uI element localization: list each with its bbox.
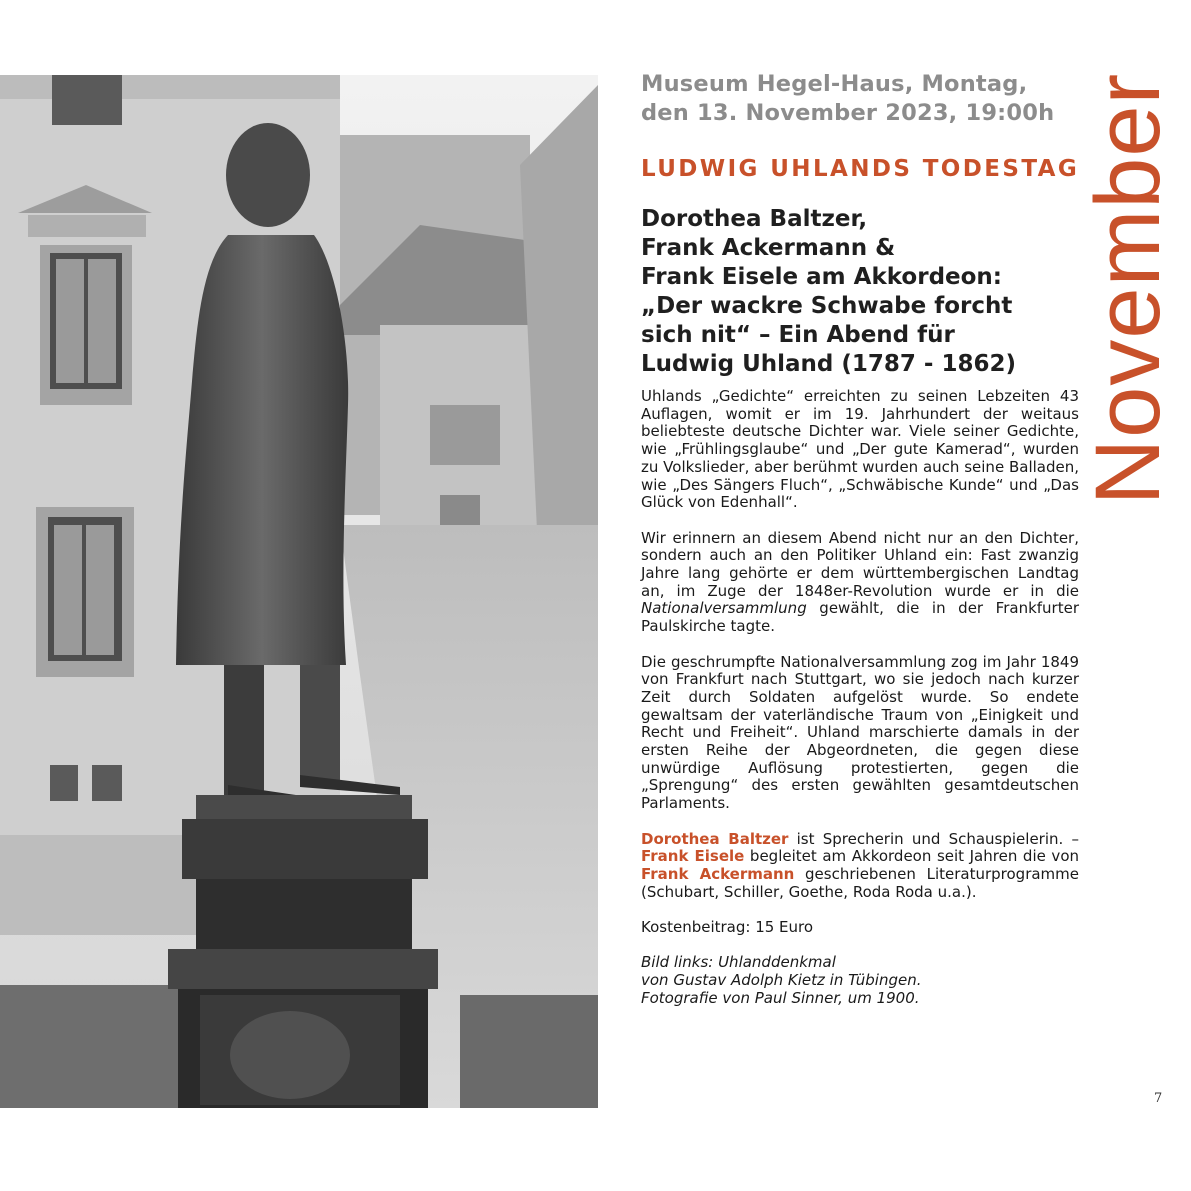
caption-line: Fotografie von Paul Sinner, um 1900.: [641, 988, 920, 1007]
paragraph-4-text: begleitet am Akkordeon seit Jahren die von: [744, 847, 1079, 866]
venue-line: Museum Hegel-Haus, Montag,: [641, 71, 1028, 97]
event-title: [641, 205, 1079, 379]
admission-fee: Kostenbeitrag: 15 Euro: [641, 918, 814, 937]
page-number: 7: [1154, 1091, 1163, 1106]
photo-caption: [641, 954, 1079, 1007]
performer-name-ackermann: Frank Ackermann: [641, 864, 795, 883]
paragraph-3: Die geschrumpfte Nationalversammlung zog im Jahr 1849 von Frankfurt nach Stuttgart, wo sie jedoch nach kurzer Zeit durch Soldaten aufgelöst wurde. So endete gewaltsam der vaterländische Traum von „Einigkeit und Recht und Freiheit“. Uhland marschierte damals in der ersten Reihe der Abgeordneten, die gegen diese unwürdige Auflösung protestierten, gegen die „Sprengung“ des ersten gewählten gesamtdeutschen Parlaments.: [641, 652, 1079, 813]
statue-photo: [0, 75, 598, 1108]
paragraph-2-text-end: gewählt, die in der Frankfurter Paulskirche tagte.: [641, 599, 1079, 636]
body-text: [641, 388, 1079, 1008]
caption-line: von Gustav Adolph Kietz in Tübingen.: [641, 971, 922, 990]
title-line: Frank Ackermann &: [641, 235, 896, 261]
title-line: Dorothea Baltzer,: [641, 206, 868, 232]
performer-name-baltzer: Dorothea Baltzer: [641, 829, 789, 848]
date-line: den 13. November 2023, 19:00h: [641, 100, 1055, 126]
title-line: Ludwig Uhland (1787 - 1862): [641, 351, 1017, 377]
paragraph-2: [641, 530, 1079, 636]
caption-line: Bild links: Uhlanddenkmal: [641, 953, 836, 972]
title-line: Frank Eisele am Akkordeon:: [641, 264, 1003, 290]
venue-date: [641, 70, 1079, 128]
month-label: [1077, 66, 1179, 512]
paragraph-2-emphasis: Nationalversammlung: [641, 599, 807, 618]
paragraph-4-text: geschriebenen Literaturprogramme (Schubart, Schiller, Goethe, Roda Roda u.a.).: [641, 864, 1080, 901]
paragraph-2-text: Wir erinnern an diesem Abend nicht nur an den Dichter, sondern auch an den Politiker Uhland ein: Fast zwanzig Jahre lang gehörte er dem württembergischen Landtag an, im Zuge der 1848er-Revolution wurde er in die: [641, 528, 1079, 600]
title-line: „Der wackre Schwabe forcht: [641, 293, 1013, 319]
paragraph-4: [641, 831, 1079, 902]
series-title: LUDWIG UHLANDS TODESTAG: [641, 156, 1080, 182]
paragraph-1: Uhlands „Gedichte“ erreichten zu seinen Lebzeiten 43 Auflagen, womit er im 19. Jahrhundert der weitaus beliebteste deutsche Dichter war. Viele seiner Gedichte, wie „Frühlingsglaube“ und „Der gute Kamerad“, wurden zu Volkslieder, aber berühmt wurden auch seine Balladen, wie „Des Sängers Fluch“, „Schwäbische Kunde“ und „Das Glück von Edenhall“.: [641, 387, 1079, 512]
paragraph-4-text: ist Sprecherin und Schauspielerin. –: [788, 829, 1079, 848]
month-text: November: [1077, 72, 1179, 506]
title-line: sich nit“ – Ein Abend für: [641, 322, 955, 348]
performer-name-eisele: Frank Eisele: [641, 847, 745, 866]
